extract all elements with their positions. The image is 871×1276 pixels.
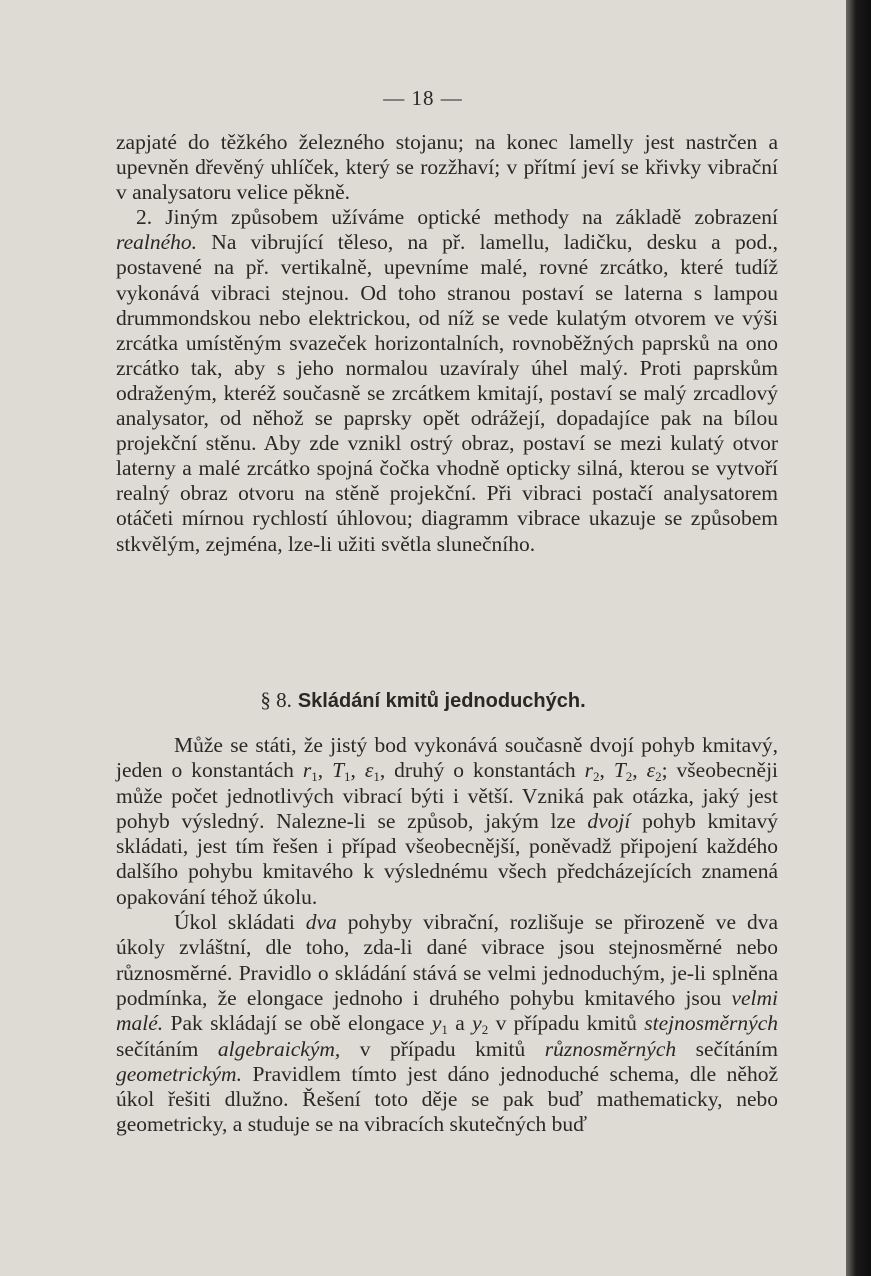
paragraph-4 <box>116 910 778 1138</box>
text-block-bottom <box>116 733 778 1138</box>
emphasis-dvoji: dvojí <box>587 808 631 833</box>
emphasis-stejnosmernych: stejnosměrných <box>644 1011 778 1036</box>
math-sub: 2 <box>655 769 662 785</box>
text-run: v případu kmitů <box>340 1036 545 1061</box>
emphasis-velmi-male: velmi malé. <box>116 985 778 1036</box>
text-run: Pak skládají se obě elongace <box>163 1011 432 1036</box>
emphasis-realneho: realného. <box>116 230 198 255</box>
emphasis-ruznosmernych: různosměrných <box>544 1036 677 1061</box>
text-run: , <box>599 758 614 783</box>
section-title: Skládání kmitů jednoduchých. <box>297 690 586 712</box>
text-run: 2. Jiným způsobem užíváme optické methody na základě zobrazení <box>136 205 778 230</box>
emphasis-geometrickym: geometrickým. <box>116 1061 242 1086</box>
text-run: ; všeobecněji může počet jednotlivých vibrací býti i větší. Vzniká pak otázka, jaký jest pohyb výsledný. Nalezne-li se způsob, jakým lze <box>116 758 779 833</box>
emphasis-dva: dva <box>305 910 337 935</box>
text-run: sečítáním <box>116 1036 218 1061</box>
text-run: Úkol skládati <box>174 910 306 935</box>
math-sub: 2 <box>625 769 633 785</box>
text-run: v případu kmitů <box>488 1011 645 1036</box>
book-spine-shadow <box>846 0 871 1276</box>
text-block-top <box>116 130 778 557</box>
section-heading <box>0 688 846 713</box>
math-sub: 1 <box>441 1022 448 1038</box>
text-run: Na vibrující těleso, na př. lamellu, ladičku, desku a pod., postavené na př. vertikalně, upevníme malé, rovné zrcátko, které tudíž vykonává vibraci stejnou. Od toho stranou postaví se laterna s lampou drummondskou nebo elektrickou, od níž se vede kulatým otvorem ve výši zrcátka umístěným svazeček horizontalních, rovnoběžných paprsků na ono zrcátko tak, aby s jeho normalou uzavíraly úhel malý. Proti paprskům odraženým, kteréž současně se zrcátkem kmitají, postaví se malý zrcadlový analysator, od něhož se paprsky opět odrážejí, dopadajíce pak na bílou projekční stěnu. Aby zde vznikl ostrý obraz, postaví se mezi kulatý otvor laterny a malé zrcátko spojná čočka vhodně opticky silná, kterou se vytvoří realný obraz otvoru na stěně projekční. Při vibraci postačí analysatorem otáčeti mírnou rychlostí úhlovou; diagramm vibrace ukazuje se způsobem stkvělým, zejména, lze-li užiti světla slunečního. <box>116 230 778 556</box>
math-var: ε <box>646 758 656 783</box>
math-var: r <box>584 758 593 783</box>
math-sub: 1 <box>311 769 318 785</box>
math-var: r <box>302 758 312 783</box>
text-run: pohyby vibrační, rozlišuje se přirozeně ve dva úkoly zvláštní, dle toho, zda-li dané vibrace jsou stejnosměrné nebo různosměrné. Pravidlo o skládání stává se velmi jednoduchým, je-li splněna podmínka, že elongace jednoho i druhého pohybu kmitavého jsou <box>116 910 779 1010</box>
math-var: T <box>332 758 345 783</box>
text-run: sečítáním <box>676 1036 779 1061</box>
paragraph-3 <box>116 733 778 910</box>
math-var: y <box>472 1011 482 1036</box>
paragraph-2 <box>116 205 778 556</box>
math-sub: 2 <box>593 769 600 785</box>
paragraph-1: zapjaté do těžkého železného stojanu; na konec lamelly jest nastrčen a upevněn dřevěný uhlíček, který se rozžhaví; v přítmí jeví se křivky vibrační v analysatoru velice pěkně. <box>116 130 778 205</box>
page-number: — 18 — <box>383 86 463 110</box>
text-run: , <box>317 758 333 783</box>
math-var: T <box>613 758 626 783</box>
text-run: Pravidlem tímto jest dáno jednoduché schema, dle něhož úkol řešiti dlužno. Řešení toto děje se pak buď mathematicky, nebo geometricky, a studuje se na vibracích skutečných buď <box>116 1061 778 1137</box>
math-sub: 1 <box>344 769 351 785</box>
math-sub: 1 <box>373 769 380 785</box>
math-var: y <box>431 1011 442 1036</box>
text-run: Může se státi, že jistý bod vykonává současně dvojí pohyb kmitavý, jeden o konstantách <box>116 733 778 783</box>
math-sub: 2 <box>481 1022 489 1038</box>
text-run: , <box>632 758 647 783</box>
text-run: pohyb kmitavý skládati, jest tím řešen i případ všeobecnější, poněvadž připojení každého dalšího pohybu kmitavého k výslednému všech předcházejících znamená opakování téhož úkolu. <box>116 808 779 909</box>
text-run: a <box>447 1011 473 1036</box>
text-run: , druhý o konstantách <box>379 758 585 783</box>
math-var: ε <box>364 758 374 783</box>
section-number: § 8. <box>260 688 292 712</box>
text-run: , <box>350 758 365 783</box>
emphasis-algebraickym: algebraickým, <box>217 1036 341 1061</box>
